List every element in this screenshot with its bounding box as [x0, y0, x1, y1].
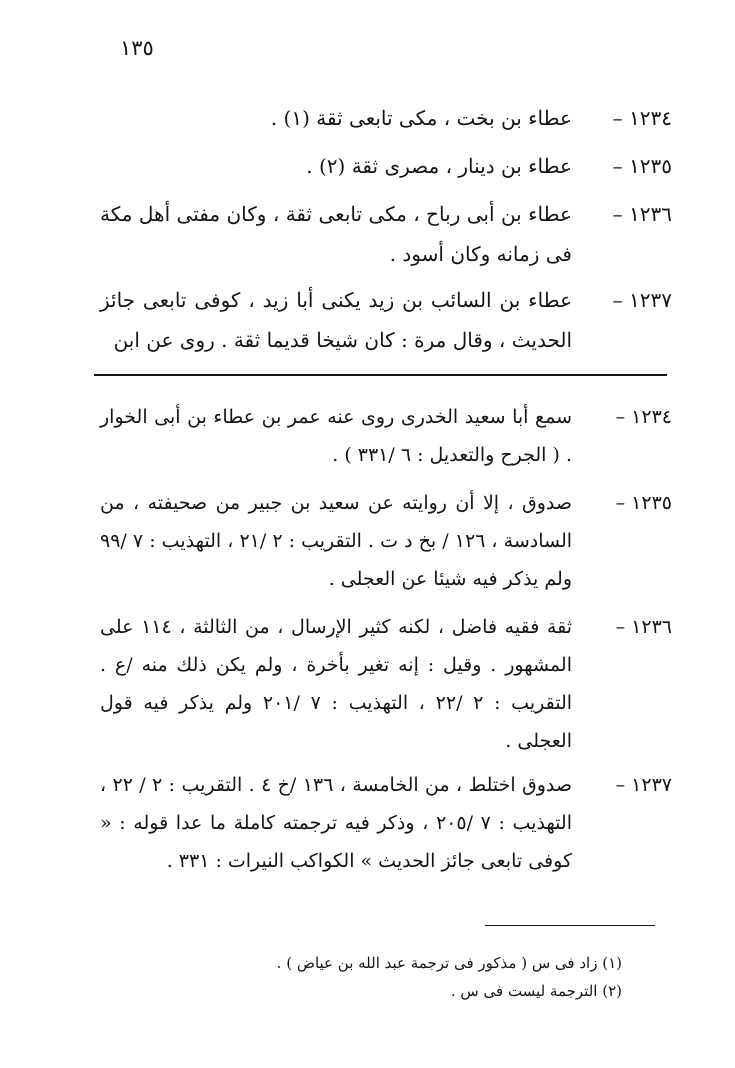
- main-entry: [100, 280, 672, 360]
- note-entry: [100, 398, 672, 474]
- note-number: ١٢٣٦ –: [615, 616, 672, 638]
- main-entry: [100, 146, 672, 186]
- note-number: ١٢٣٥ –: [615, 492, 672, 514]
- entry-number: ١٢٣٥ –: [612, 154, 672, 178]
- entry-number: ١٢٣٦ –: [612, 202, 672, 226]
- note-entry: [100, 608, 672, 760]
- main-entry: [100, 194, 672, 274]
- note-text: صدوق ، إلا أن روايته عن سعيد بن جبير من صحيفته ، من السادسة ، ١٢٦ / بخ د ت . التقريب : ٢ /٢١ ، التهذيب : ٧ /٩٩ ولم يذكر فيه شيئا عن العجلى .: [100, 492, 573, 590]
- entry-text: عطاء بن بخت ، مكى تابعى ثقة (١) .: [270, 106, 572, 130]
- footnote-divider: [485, 925, 655, 926]
- entry-number: ١٢٣٧ –: [612, 288, 672, 312]
- note-entry: [100, 484, 672, 598]
- entry-text: عطاء بن السائب بن زيد يكنى أبا زيد ، كوفى تابعى جائز الحديث ، وقال مرة : كان شيخا قديما ثقة . روى عن ابن: [100, 288, 572, 352]
- entry-number: ١٢٣٤ –: [612, 106, 672, 130]
- note-entry: [100, 766, 672, 880]
- note-text: صدوق اختلط ، من الخامسة ، ١٣٦ /خ ٤ . التقريب : ٢ / ٢٢ ، التهذيب : ٧ /٢٠٥ ، وذكر فيه ترجمته كاملة ما عدا قوله : « كوفى تابعى جائز الحديث » الكواكب النيرات : ٣٣١ .: [100, 774, 573, 872]
- entry-text: عطاء بن أبى رباح ، مكى تابعى ثقة ، وكان مفتى أهل مكة فى زمانه وكان أسود .: [100, 202, 572, 266]
- footnote: (٢) الترجمة ليست فى س .: [450, 982, 622, 1000]
- entry-text: عطاء بن دينار ، مصرى ثقة (٢) .: [306, 154, 572, 178]
- note-text: سمع أبا سعيد الخدرى روى عنه عمر بن عطاء بن أبى الخوار . ( الجرح والتعديل : ٦ /٣٣١ ) .: [100, 406, 573, 466]
- note-number: ١٢٣٧ –: [615, 774, 672, 796]
- main-entry: [100, 98, 672, 138]
- footnote: (١) زاد فى س ( مذكور فى ترجمة عبد الله بن عياض ) .: [276, 954, 622, 972]
- section-divider: [94, 374, 667, 376]
- note-number: ١٢٣٤ –: [615, 406, 672, 428]
- page-number: ١٣٥: [120, 36, 154, 60]
- note-text: ثقة فقيه فاضل ، لكنه كثير الإرسال ، من الثالثة ، ١١٤ على المشهور . وقيل : إنه تغير بأخرة ، ولم يكن ذلك منه /ع . التقريب : ٢ /٢٢ ، التهذيب : ٧ /٢٠١ ولم يذكر فيه قول العجلى .: [100, 616, 573, 752]
